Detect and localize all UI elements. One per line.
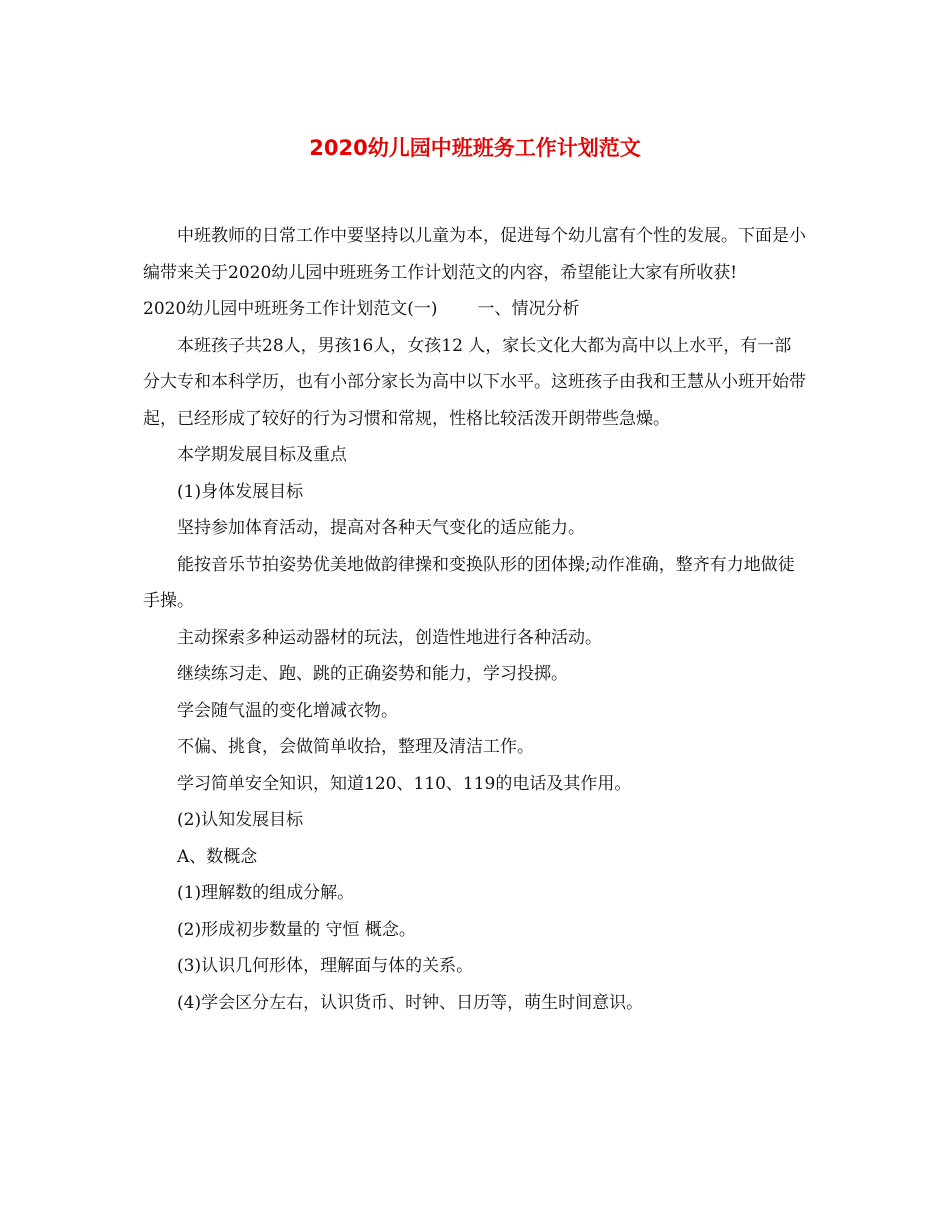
goals-heading: 本学期发展目标及重点 [177,445,347,465]
section-1-subtitle: 一、情况分析 [477,299,580,319]
physical-goal-item: 坚持参加体育活动，提高对各种天气变化的适应能力。 [177,518,585,538]
section-1-heading-line [143,291,808,328]
physical-goal-item: 继续练习走、跑、跳的正确姿势和能力，学习投掷。 [177,664,568,684]
number-concept-item: (1)理解数的组成分解。 [177,883,355,903]
intro-paragraph: 中班教师的日常工作中要坚持以儿童为本，促进每个幼儿富有个性的发展。下面是小编带来关于2020幼儿园中班班务工作计划范文的内容，希望能让大家有所收获! [143,226,806,283]
class-situation-paragraph: 本班孩子共28人，男孩16人，女孩12 人，家长文化大都为高中以上水平，有一部分大专和本科学历，也有小部分家长为高中以下水平。这班孩子由我和王慧从小班开始带起，已经形成了较好的行为习惯和常规，性格比较活泼开朗带些急燥。 [143,335,806,429]
number-concept-item: (2)形成初步数量的 守恒 概念。 [177,919,416,940]
physical-goal-item: 主动探索多种运动器材的玩法，创造性地进行各种活动。 [177,627,602,648]
physical-goal-item: 能按音乐节拍姿势优美地做韵律操和变换队形的团体操;动作准确，整齐有力地做徒手操。 [143,554,795,611]
section-1-title: 2020幼儿园中班班务工作计划范文(一) [143,299,438,319]
physical-goal-item: 学习简单安全知识，知道120、110、119的电话及其作用。 [177,773,632,794]
number-concept-item: (3)认识几何形体，理解面与体的关系。 [177,956,474,976]
cognitive-goals-heading: (2)认知发展目标 [177,810,304,830]
document-body [143,218,808,1021]
physical-goal-item: 不偏、挑食，会做简单收拾，整理及清洁工作。 [177,737,534,757]
number-concept-heading: A、数概念 [177,846,258,867]
physical-goals-heading: (1)身体发展目标 [177,481,304,502]
number-concept-item: (4)学会区分左右，认识货币、时钟、日历等，萌生时间意识。 [177,992,644,1013]
document-title: 2020幼儿园中班班务工作计划范文 [309,136,641,160]
physical-goal-item: 学会随气温的变化增减衣物。 [177,700,398,721]
